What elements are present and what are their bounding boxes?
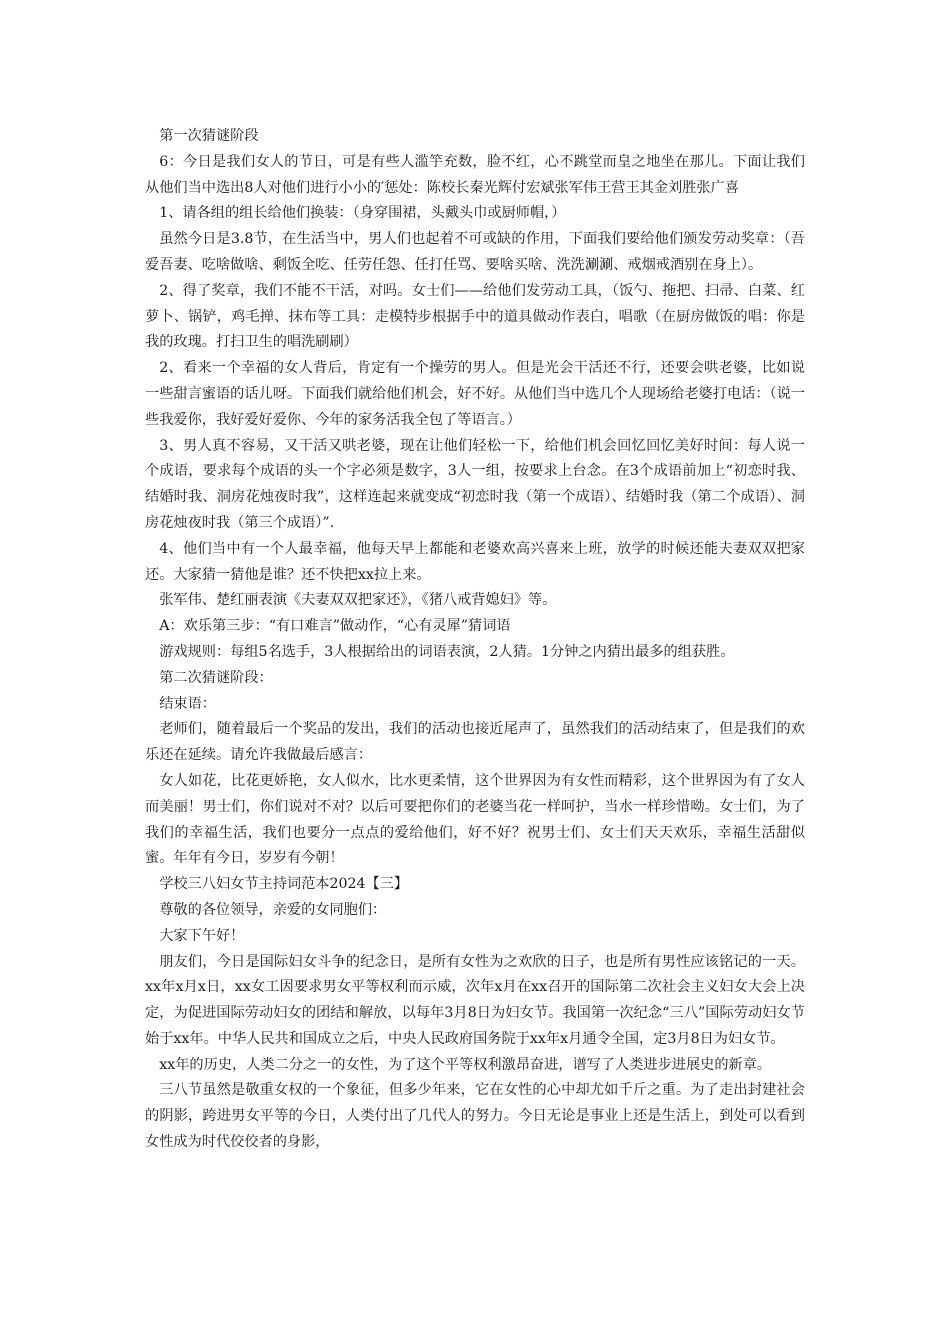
paragraph-13: 结束语： <box>159 695 216 712</box>
paragraph-4: 虽然今日是3.8节，在生活当中，男人们也起着不可或缺的作用，下面我们要给他们颁发劳动奖章：（吾爱吾妻、吃啥做啥、剩饭全吃、任劳任怨、任打任骂、要啥买啥、洗洗涮涮、戒烟戒酒别在身上）。 <box>145 231 805 273</box>
paragraph-20: xx年的历史，人类二分之一的女性，为了这个平等权利激昂奋进，谱写了人类进步进展史的新章。 <box>159 1056 772 1073</box>
paragraph-14: 老师们，随着最后一个奖品的发出，我们的活动也接近尾声了，虽然我们的活动结束了，但是我们的欢乐还在延续。请允许我做最后感言： <box>145 721 805 764</box>
document-page <box>145 124 805 1156</box>
paragraph-7: 3、男人真不容易，又干活又哄老婆，现在让他们轻松一下，给他们机会回忆回忆美好时间：每人说一个成语，要求每个成语的头一个字必须是数字，3人一组，按要求上台念。在3个成语前加上“初恋时我、结婚时我、洞房花烛夜时我”，这样连起来就变成“初恋时我（第一个成语）、结婚时我（第二个成语）、洞房花烛夜时我（第三个成语）”. <box>145 437 805 531</box>
paragraph-17: 尊敬的各位领导，亲爱的女同胞们： <box>159 901 387 918</box>
paragraph-5: 2、得了奖章，我们不能不干活，对吗。女士们——给他们发劳动工具，（饭勺、拖把、扫帚、白菜、红萝卜、锅铲，鸡毛掸、抹布等工具：走模特步根据手中的道具做动作表白，唱歌（在厨房做饭的唱：你是我的玫瑰。打扫卫生的唱洗刷刷） <box>145 282 805 351</box>
paragraph-21: 三八节虽然是敬重女权的一个象征，但多少年来，它在女性的心中却尤如千斤之重。为了走出封建社会的阴影，跨进男女平等的今日，人类付出了几代人的努力。今日无论是事业上还是生活上，到处可以看到女性成为时代佼佼者的身影， <box>145 1082 805 1151</box>
paragraph-10: A：欢乐第三步：“有口难言”做动作，“心有灵犀”猜词语 <box>159 618 511 635</box>
paragraph-9: 张军伟、楚红丽表演《夫妻双双把家还》，《猪八戒背媳妇》等。 <box>159 592 557 609</box>
paragraph-15: 女人如花，比花更娇艳，女人似水，比水更柔情，这个世界因为有女性而精彩，这个世界因为有了女人而美丽！男士们，你们说对不对？以后可要把你们的老婆当花一样呵护，当水一样珍惜呦。女士们，为了我们的幸福生活，我们也要分一点点的爱给他们，好不好？祝男士们、女士们天天欢乐，幸福生活甜似蜜。年年有今日，岁岁有今朝！ <box>145 772 805 867</box>
paragraph-18: 大家下午好！ <box>159 927 245 944</box>
paragraph-2: 6：今日是我们女人的节日，可是有些人滥竽充数，脸不红，心不跳堂而皇之地坐在那儿。下面让我们从他们当中选出8人对他们进行小小的′惩处：陈校长秦光辉付宏斌张军伟王营王其金刘胜张广喜 <box>145 153 805 196</box>
paragraph-1: 第一次猜谜阶段 <box>159 128 259 144</box>
paragraph-6: 2、看来一个幸福的女人背后，肯定有一个操劳的男人。但是光会干活还不行，还要会哄老婆，比如说一些甜言蜜语的话儿呀。下面我们就给他们机会，好不好。从他们当中选几个人现场给老婆打电话：（说一些我爱你，我好爱好爱你、今年的家务活我全包了等语言。） <box>145 360 805 428</box>
paragraph-19: 朋友们，今日是国际妇女斗争的纪念日，是所有女性为之欢欣的日子，也是所有男性应该铭记的一天。xx年x月x日，xx女工因要求男女平等权利而示威，次年x月在xx召开的国际第二次社会主义妇女大会上决定，为促进国际劳动妇女的团结和解放，以每年3月8日为妇女节。我国第一次纪念“三八”国际劳动妇女节始于xx年。中华人民共和国成立之后，中央人民政府国务院于xx年x月通令全国，定3月8日为妇女节。 <box>145 953 805 1047</box>
paragraph-12: 第二次猜谜阶段： <box>159 669 273 686</box>
paragraph-11: 游戏规则：每组5名选手，3人根据给出的词语表演，2人猜。1分钟之内猜出最多的组获胜。 <box>159 643 735 660</box>
paragraph-3: 1、请各组的组长给他们换装：（身穿围裙，头戴头巾或厨师帽，） <box>159 205 566 222</box>
section-heading: 学校三八妇女节主持词范本2024【三】 <box>159 876 409 893</box>
paragraph-8: 4、他们当中有一个人最幸福，他每天早上都能和老婆欢高兴喜来上班，放学的时候还能夫妻双双把家还。大家猜一猜他是谁？还不快把xx拉上来。 <box>145 540 805 583</box>
